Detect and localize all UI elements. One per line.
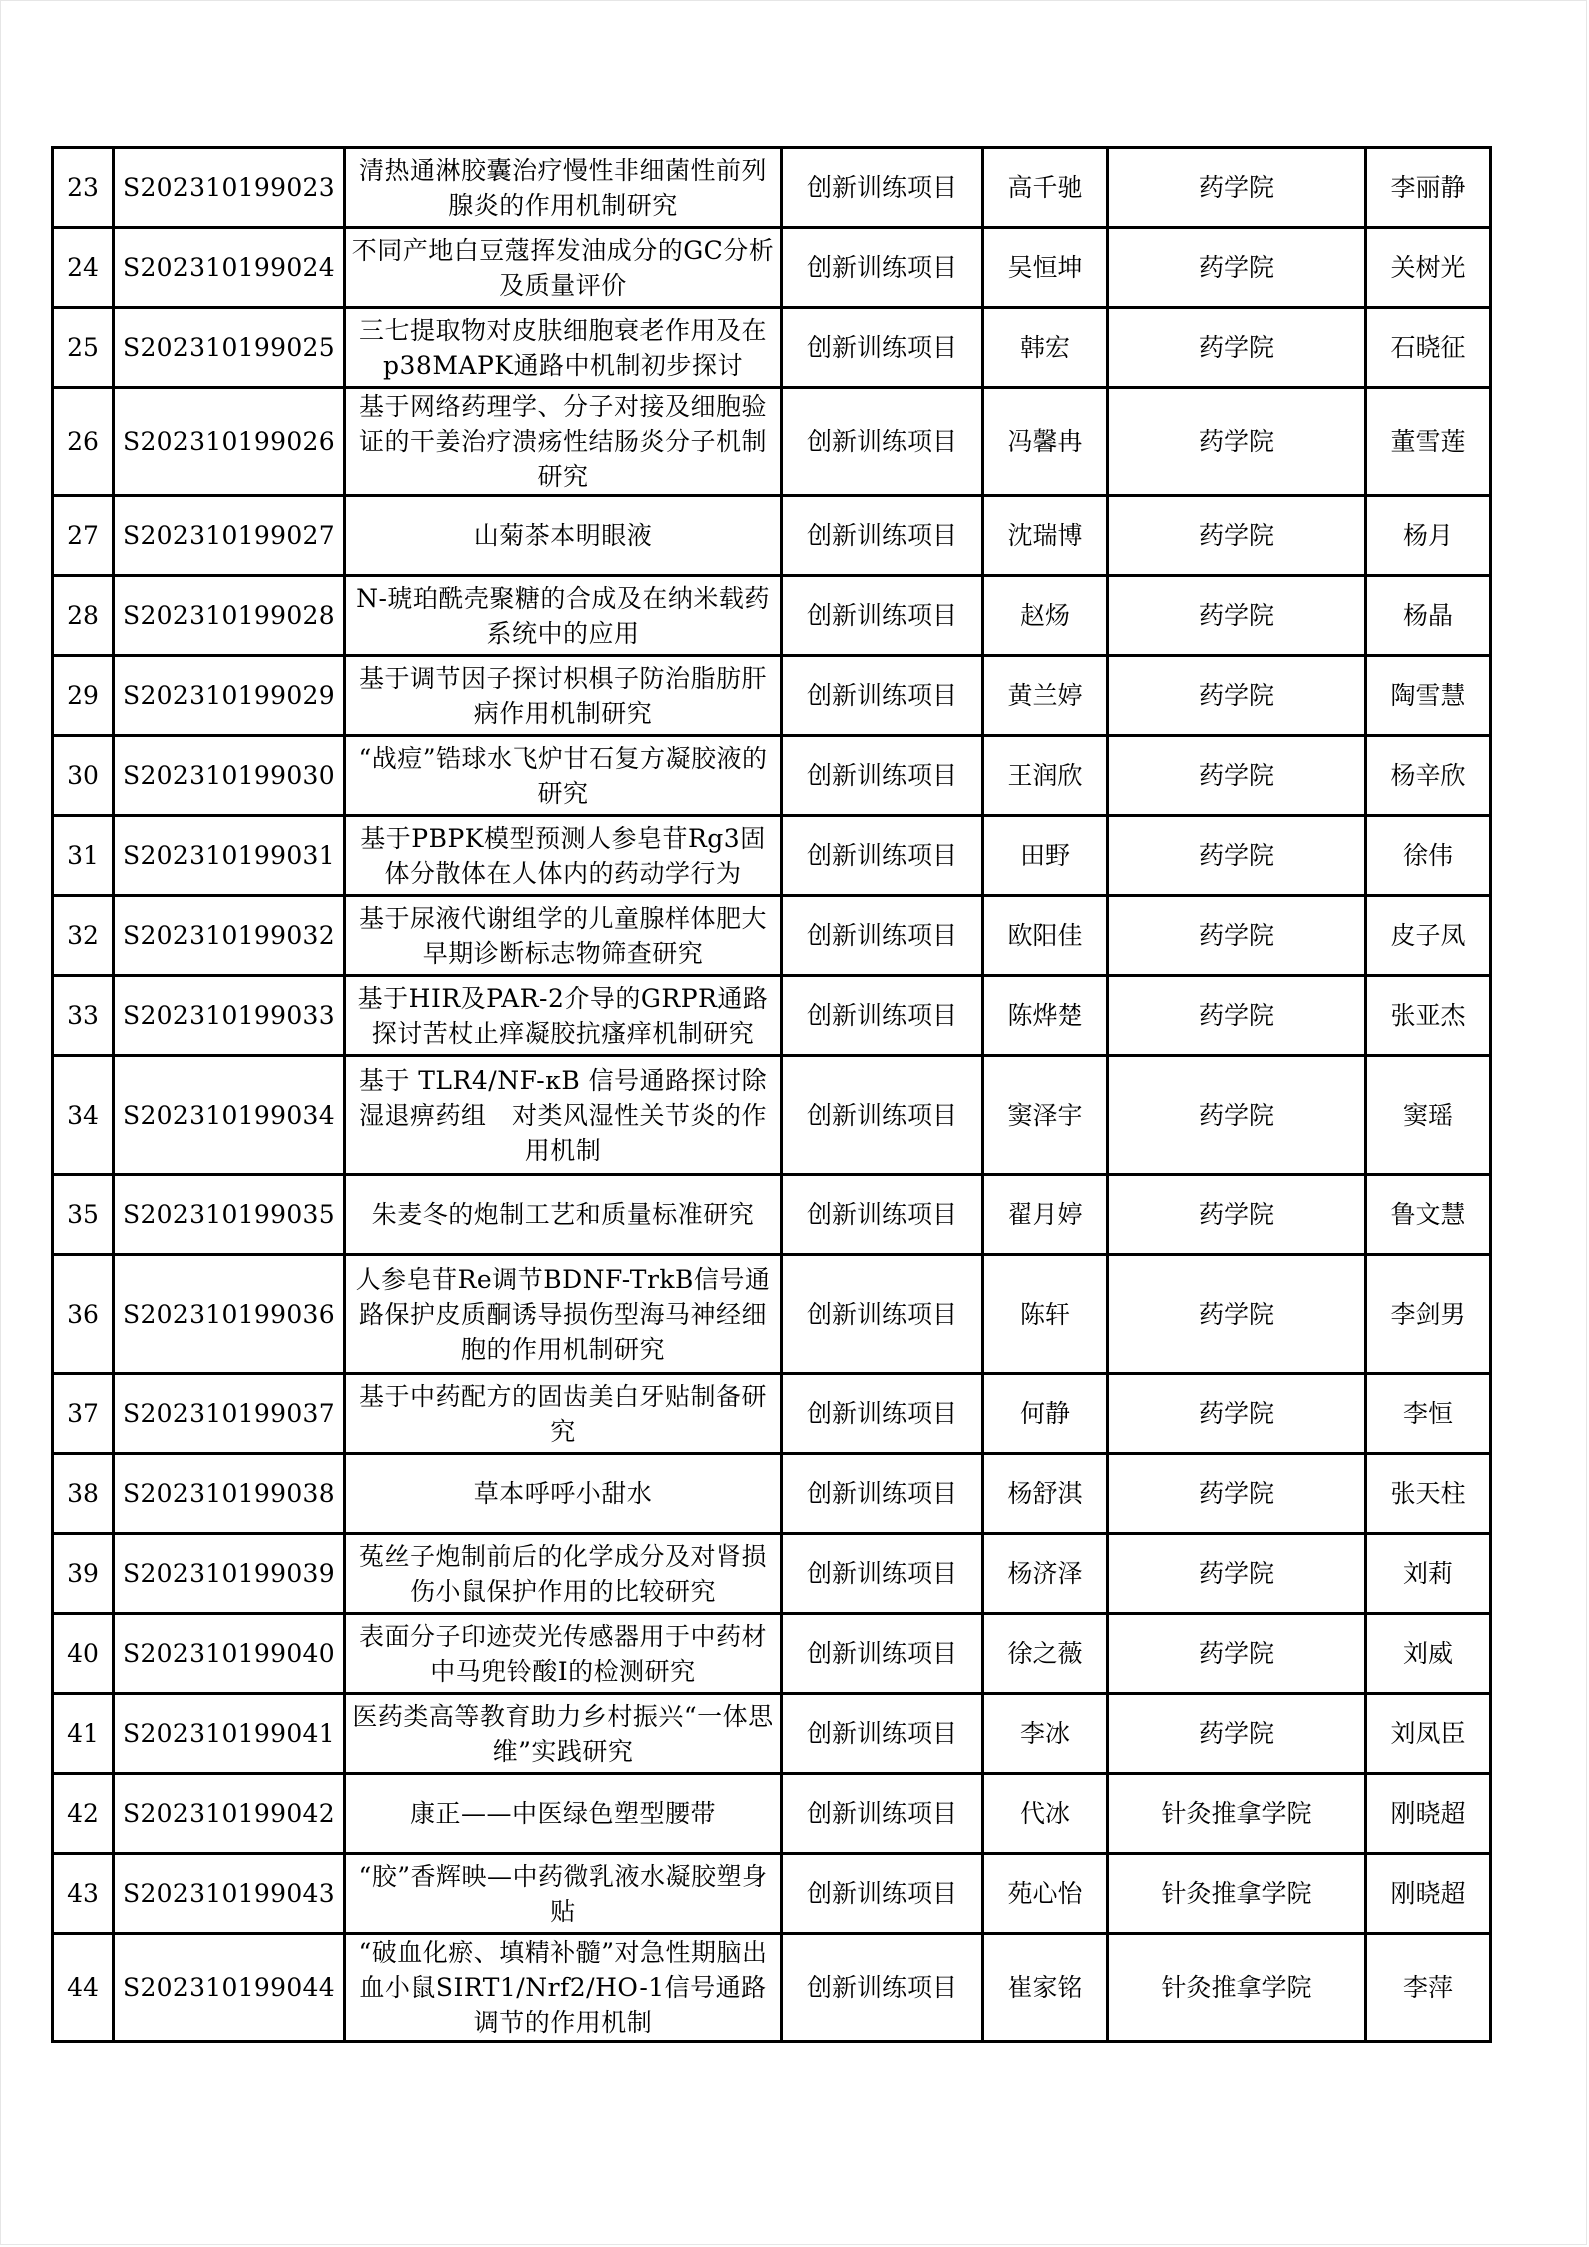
table-row	[53, 496, 1491, 576]
college: 药学院	[1108, 976, 1366, 1056]
advisor: 杨辛欣	[1366, 736, 1491, 816]
project-leader: 高千驰	[983, 148, 1108, 228]
project-name: 草本呼呼小甜水	[345, 1454, 782, 1534]
table-row	[53, 1614, 1491, 1694]
college: 药学院	[1108, 1255, 1366, 1374]
project-name: 基于尿液代谢组学的儿童腺样体肥大早期诊断标志物筛查研究	[345, 896, 782, 976]
project-name: 基于HIR及PAR-2介导的GRPR通路探讨苦杖止痒凝胶抗瘙痒机制研究	[345, 976, 782, 1056]
project-id: S202310199042	[114, 1774, 345, 1854]
project-id: S202310199028	[114, 576, 345, 656]
project-category: 创新训练项目	[782, 148, 983, 228]
college: 药学院	[1108, 308, 1366, 388]
table-row	[53, 1056, 1491, 1175]
row-number: 44	[53, 1934, 114, 2042]
college: 针灸推拿学院	[1108, 1774, 1366, 1854]
project-category: 创新训练项目	[782, 896, 983, 976]
college: 药学院	[1108, 1374, 1366, 1454]
table-row	[53, 576, 1491, 656]
project-category: 创新训练项目	[782, 1614, 983, 1694]
table-row	[53, 1454, 1491, 1534]
project-category: 创新训练项目	[782, 1056, 983, 1175]
project-leader: 沈瑞博	[983, 496, 1108, 576]
advisor: 张天柱	[1366, 1454, 1491, 1534]
project-name: 菟丝子炮制前后的化学成分及对肾损伤小鼠保护作用的比较研究	[345, 1534, 782, 1614]
project-category: 创新训练项目	[782, 496, 983, 576]
project-id: S202310199039	[114, 1534, 345, 1614]
project-category: 创新训练项目	[782, 576, 983, 656]
row-number: 28	[53, 576, 114, 656]
project-name: 表面分子印迹荧光传感器用于中药材中马兜铃酸Ⅰ的检测研究	[345, 1614, 782, 1694]
project-leader: 田野	[983, 816, 1108, 896]
project-leader: 赵炀	[983, 576, 1108, 656]
table-row	[53, 1934, 1491, 2042]
advisor: 窦瑶	[1366, 1056, 1491, 1175]
project-category: 创新训练项目	[782, 1255, 983, 1374]
project-name: 基于网络药理学、分子对接及细胞验证的干姜治疗溃疡性结肠炎分子机制研究	[345, 388, 782, 496]
project-name: 医药类高等教育助力乡村振兴“一体思维”实践研究	[345, 1694, 782, 1774]
project-leader: 窦泽宇	[983, 1056, 1108, 1175]
project-id: S202310199030	[114, 736, 345, 816]
project-id: S202310199029	[114, 656, 345, 736]
project-id: S202310199041	[114, 1694, 345, 1774]
college: 药学院	[1108, 388, 1366, 496]
project-leader: 何静	[983, 1374, 1108, 1454]
advisor: 鲁文慧	[1366, 1175, 1491, 1255]
project-category: 创新训练项目	[782, 1175, 983, 1255]
project-id: S202310199040	[114, 1614, 345, 1694]
table-row	[53, 736, 1491, 816]
row-number: 34	[53, 1056, 114, 1175]
project-table	[51, 146, 1492, 2043]
table-row	[53, 1774, 1491, 1854]
advisor: 杨晶	[1366, 576, 1491, 656]
project-name: 山菊茶本明眼液	[345, 496, 782, 576]
college: 药学院	[1108, 1454, 1366, 1534]
college: 药学院	[1108, 1694, 1366, 1774]
table-row	[53, 816, 1491, 896]
table-row	[53, 896, 1491, 976]
project-leader: 徐之薇	[983, 1614, 1108, 1694]
row-number: 42	[53, 1774, 114, 1854]
project-name: 不同产地白豆蔻挥发油成分的GC分析及质量评价	[345, 228, 782, 308]
project-leader: 冯馨冉	[983, 388, 1108, 496]
table-row	[53, 976, 1491, 1056]
row-number: 43	[53, 1854, 114, 1934]
advisor: 李剑男	[1366, 1255, 1491, 1374]
project-leader: 李冰	[983, 1694, 1108, 1774]
project-id: S202310199044	[114, 1934, 345, 2042]
advisor: 杨月	[1366, 496, 1491, 576]
advisor: 董雪莲	[1366, 388, 1491, 496]
row-number: 35	[53, 1175, 114, 1255]
project-id: S202310199023	[114, 148, 345, 228]
project-category: 创新训练项目	[782, 1694, 983, 1774]
college: 药学院	[1108, 496, 1366, 576]
row-number: 27	[53, 496, 114, 576]
row-number: 40	[53, 1614, 114, 1694]
table-row	[53, 1374, 1491, 1454]
project-name: N-琥珀酰壳聚糖的合成及在纳米载药系统中的应用	[345, 576, 782, 656]
table-row	[53, 228, 1491, 308]
project-leader: 代冰	[983, 1774, 1108, 1854]
table-row	[53, 308, 1491, 388]
project-id: S202310199025	[114, 308, 345, 388]
project-id: S202310199031	[114, 816, 345, 896]
college: 药学院	[1108, 1175, 1366, 1255]
table-row	[53, 1694, 1491, 1774]
project-id: S202310199034	[114, 1056, 345, 1175]
advisor: 刘威	[1366, 1614, 1491, 1694]
college: 药学院	[1108, 1056, 1366, 1175]
advisor: 徐伟	[1366, 816, 1491, 896]
row-number: 41	[53, 1694, 114, 1774]
project-name: “胶”香辉映—中药微乳液水凝胶塑身贴	[345, 1854, 782, 1934]
project-name: 人参皂苷Re调节BDNF-TrkB信号通路保护皮质酮诱导损伤型海马神经细胞的作用机制研究	[345, 1255, 782, 1374]
project-leader: 陈轩	[983, 1255, 1108, 1374]
project-category: 创新训练项目	[782, 736, 983, 816]
row-number: 31	[53, 816, 114, 896]
project-name: 基于 TLR4/NF-κB 信号通路探讨除湿退痹药组 对类风湿性关节炎的作用机制	[345, 1056, 782, 1175]
college: 药学院	[1108, 1534, 1366, 1614]
project-id: S202310199037	[114, 1374, 345, 1454]
advisor: 刘莉	[1366, 1534, 1491, 1614]
project-name: “战痘”锆球水飞炉甘石复方凝胶液的研究	[345, 736, 782, 816]
college: 药学院	[1108, 576, 1366, 656]
row-number: 26	[53, 388, 114, 496]
table-row	[53, 656, 1491, 736]
project-category: 创新训练项目	[782, 1534, 983, 1614]
row-number: 30	[53, 736, 114, 816]
project-id: S202310199027	[114, 496, 345, 576]
project-category: 创新训练项目	[782, 1374, 983, 1454]
advisor: 皮子凤	[1366, 896, 1491, 976]
project-category: 创新训练项目	[782, 388, 983, 496]
row-number: 36	[53, 1255, 114, 1374]
project-name: 基于中药配方的固齿美白牙贴制备研究	[345, 1374, 782, 1454]
table-body	[53, 148, 1491, 2042]
advisor: 李丽静	[1366, 148, 1491, 228]
table-row	[53, 1255, 1491, 1374]
advisor: 刚晓超	[1366, 1774, 1491, 1854]
project-name: 康正——中医绿色塑型腰带	[345, 1774, 782, 1854]
row-number: 37	[53, 1374, 114, 1454]
project-leader: 杨济泽	[983, 1534, 1108, 1614]
project-category: 创新训练项目	[782, 816, 983, 896]
row-number: 32	[53, 896, 114, 976]
project-name: 基于PBPK模型预测人参皂苷Rg3固体分散体在人体内的药动学行为	[345, 816, 782, 896]
advisor: 陶雪慧	[1366, 656, 1491, 736]
project-leader: 欧阳佳	[983, 896, 1108, 976]
project-leader: 陈烨楚	[983, 976, 1108, 1056]
college: 药学院	[1108, 656, 1366, 736]
college: 药学院	[1108, 896, 1366, 976]
row-number: 23	[53, 148, 114, 228]
college: 药学院	[1108, 816, 1366, 896]
project-id: S202310199043	[114, 1854, 345, 1934]
project-leader: 苑心怡	[983, 1854, 1108, 1934]
row-number: 33	[53, 976, 114, 1056]
project-category: 创新训练项目	[782, 308, 983, 388]
project-name: 三七提取物对皮肤细胞衰老作用及在p38MAPK通路中机制初步探讨	[345, 308, 782, 388]
project-category: 创新训练项目	[782, 1774, 983, 1854]
college: 药学院	[1108, 228, 1366, 308]
project-id: S202310199036	[114, 1255, 345, 1374]
project-id: S202310199038	[114, 1454, 345, 1534]
table-row	[53, 388, 1491, 496]
advisor: 刚晓超	[1366, 1854, 1491, 1934]
project-id: S202310199024	[114, 228, 345, 308]
project-category: 创新训练项目	[782, 976, 983, 1056]
college: 药学院	[1108, 1614, 1366, 1694]
table-row	[53, 1175, 1491, 1255]
table-row	[53, 1534, 1491, 1614]
project-id: S202310199033	[114, 976, 345, 1056]
project-category: 创新训练项目	[782, 656, 983, 736]
row-number: 29	[53, 656, 114, 736]
advisor: 李萍	[1366, 1934, 1491, 2042]
college: 针灸推拿学院	[1108, 1854, 1366, 1934]
project-name: 基于调节因子探讨枳椇子防治脂肪肝病作用机制研究	[345, 656, 782, 736]
project-leader: 杨舒淇	[983, 1454, 1108, 1534]
row-number: 38	[53, 1454, 114, 1534]
table-row	[53, 148, 1491, 228]
project-leader: 吴恒坤	[983, 228, 1108, 308]
advisor: 李恒	[1366, 1374, 1491, 1454]
project-leader: 翟月婷	[983, 1175, 1108, 1255]
project-id: S202310199032	[114, 896, 345, 976]
project-category: 创新训练项目	[782, 228, 983, 308]
row-number: 39	[53, 1534, 114, 1614]
project-leader: 韩宏	[983, 308, 1108, 388]
advisor: 关树光	[1366, 228, 1491, 308]
project-name: “破血化瘀、填精补髓”对急性期脑出血小鼠SIRT1/Nrf2/HO-1信号通路调节的作用机制	[345, 1934, 782, 2042]
project-category: 创新训练项目	[782, 1454, 983, 1534]
table-row	[53, 1854, 1491, 1934]
row-number: 25	[53, 308, 114, 388]
project-name: 朱麦冬的炮制工艺和质量标准研究	[345, 1175, 782, 1255]
project-leader: 崔家铭	[983, 1934, 1108, 2042]
row-number: 24	[53, 228, 114, 308]
advisor: 石晓征	[1366, 308, 1491, 388]
advisor: 张亚杰	[1366, 976, 1491, 1056]
project-category: 创新训练项目	[782, 1934, 983, 2042]
project-leader: 王润欣	[983, 736, 1108, 816]
project-id: S202310199026	[114, 388, 345, 496]
college: 药学院	[1108, 148, 1366, 228]
advisor: 刘凤臣	[1366, 1694, 1491, 1774]
project-leader: 黄兰婷	[983, 656, 1108, 736]
project-name: 清热通淋胶囊治疗慢性非细菌性前列腺炎的作用机制研究	[345, 148, 782, 228]
college: 药学院	[1108, 736, 1366, 816]
college: 针灸推拿学院	[1108, 1934, 1366, 2042]
project-id: S202310199035	[114, 1175, 345, 1255]
project-category: 创新训练项目	[782, 1854, 983, 1934]
